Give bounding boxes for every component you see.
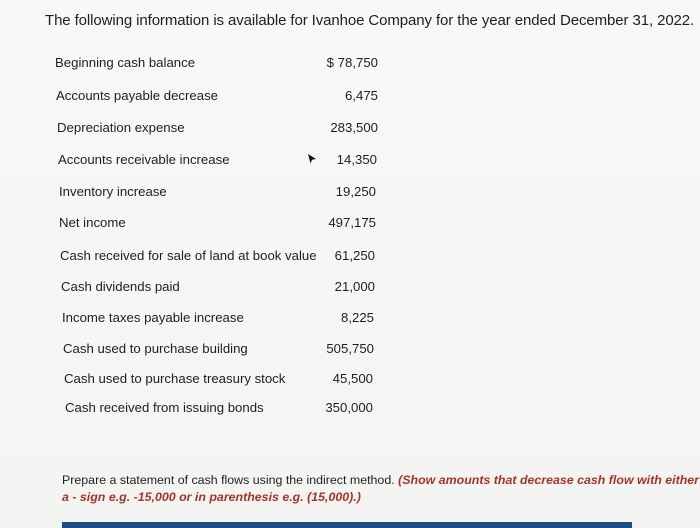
list-item: [62, 310, 374, 330]
item-value: 61,250: [334, 248, 375, 263]
item-label: Cash dividends paid: [61, 279, 180, 294]
item-value: 283,500: [330, 120, 378, 135]
instructions-emphasis: (Show amounts that decrease cash flow with either a - sign e.g. -15,000 or in parenthesis e.g. (15,000).): [62, 473, 699, 504]
list-item: [59, 184, 376, 204]
item-value: 14,350: [336, 152, 377, 167]
item-value: 21,000: [334, 279, 375, 294]
list-item: [58, 152, 377, 172]
item-value: $ 78,750: [326, 55, 378, 70]
item-value: 505,750: [326, 341, 374, 356]
list-item: [56, 88, 378, 108]
list-item: [64, 371, 373, 391]
item-label: Cash received for sale of land at book value: [60, 248, 317, 263]
item-value: 6,475: [344, 88, 378, 103]
list-item: [55, 55, 378, 75]
item-value: 350,000: [325, 400, 373, 415]
list-item: [60, 248, 375, 268]
instructions: [62, 472, 700, 506]
item-label: Accounts payable decrease: [56, 88, 219, 103]
input-bar: [62, 522, 632, 528]
item-label: Inventory increase: [59, 184, 167, 199]
item-label: Net income: [59, 215, 126, 230]
mouse-pointer-icon: [306, 153, 318, 165]
item-value: 19,250: [335, 184, 376, 199]
list-item: [57, 120, 378, 140]
list-item: [61, 279, 375, 299]
instructions-text: Prepare a statement of cash flows using the indirect method.: [62, 473, 399, 487]
item-value: 497,175: [328, 215, 376, 230]
list-item: [63, 341, 374, 361]
list-item: [65, 400, 373, 420]
item-label: Depreciation expense: [57, 120, 185, 135]
item-value: 8,225: [340, 310, 374, 325]
item-label: Cash used to purchase treasury stock: [64, 371, 286, 386]
list-item: [59, 215, 376, 235]
item-label: Income taxes payable increase: [62, 310, 244, 325]
item-label: Beginning cash balance: [55, 55, 196, 70]
item-value: 45,500: [332, 371, 373, 386]
item-label: Accounts receivable increase: [58, 152, 230, 167]
intro-text: The following information is available for Ivanhoe Company for the year ended December 31, 2022.: [45, 12, 695, 29]
item-label: Cash received from issuing bonds: [65, 400, 264, 415]
item-label: Cash used to purchase building: [63, 341, 248, 356]
